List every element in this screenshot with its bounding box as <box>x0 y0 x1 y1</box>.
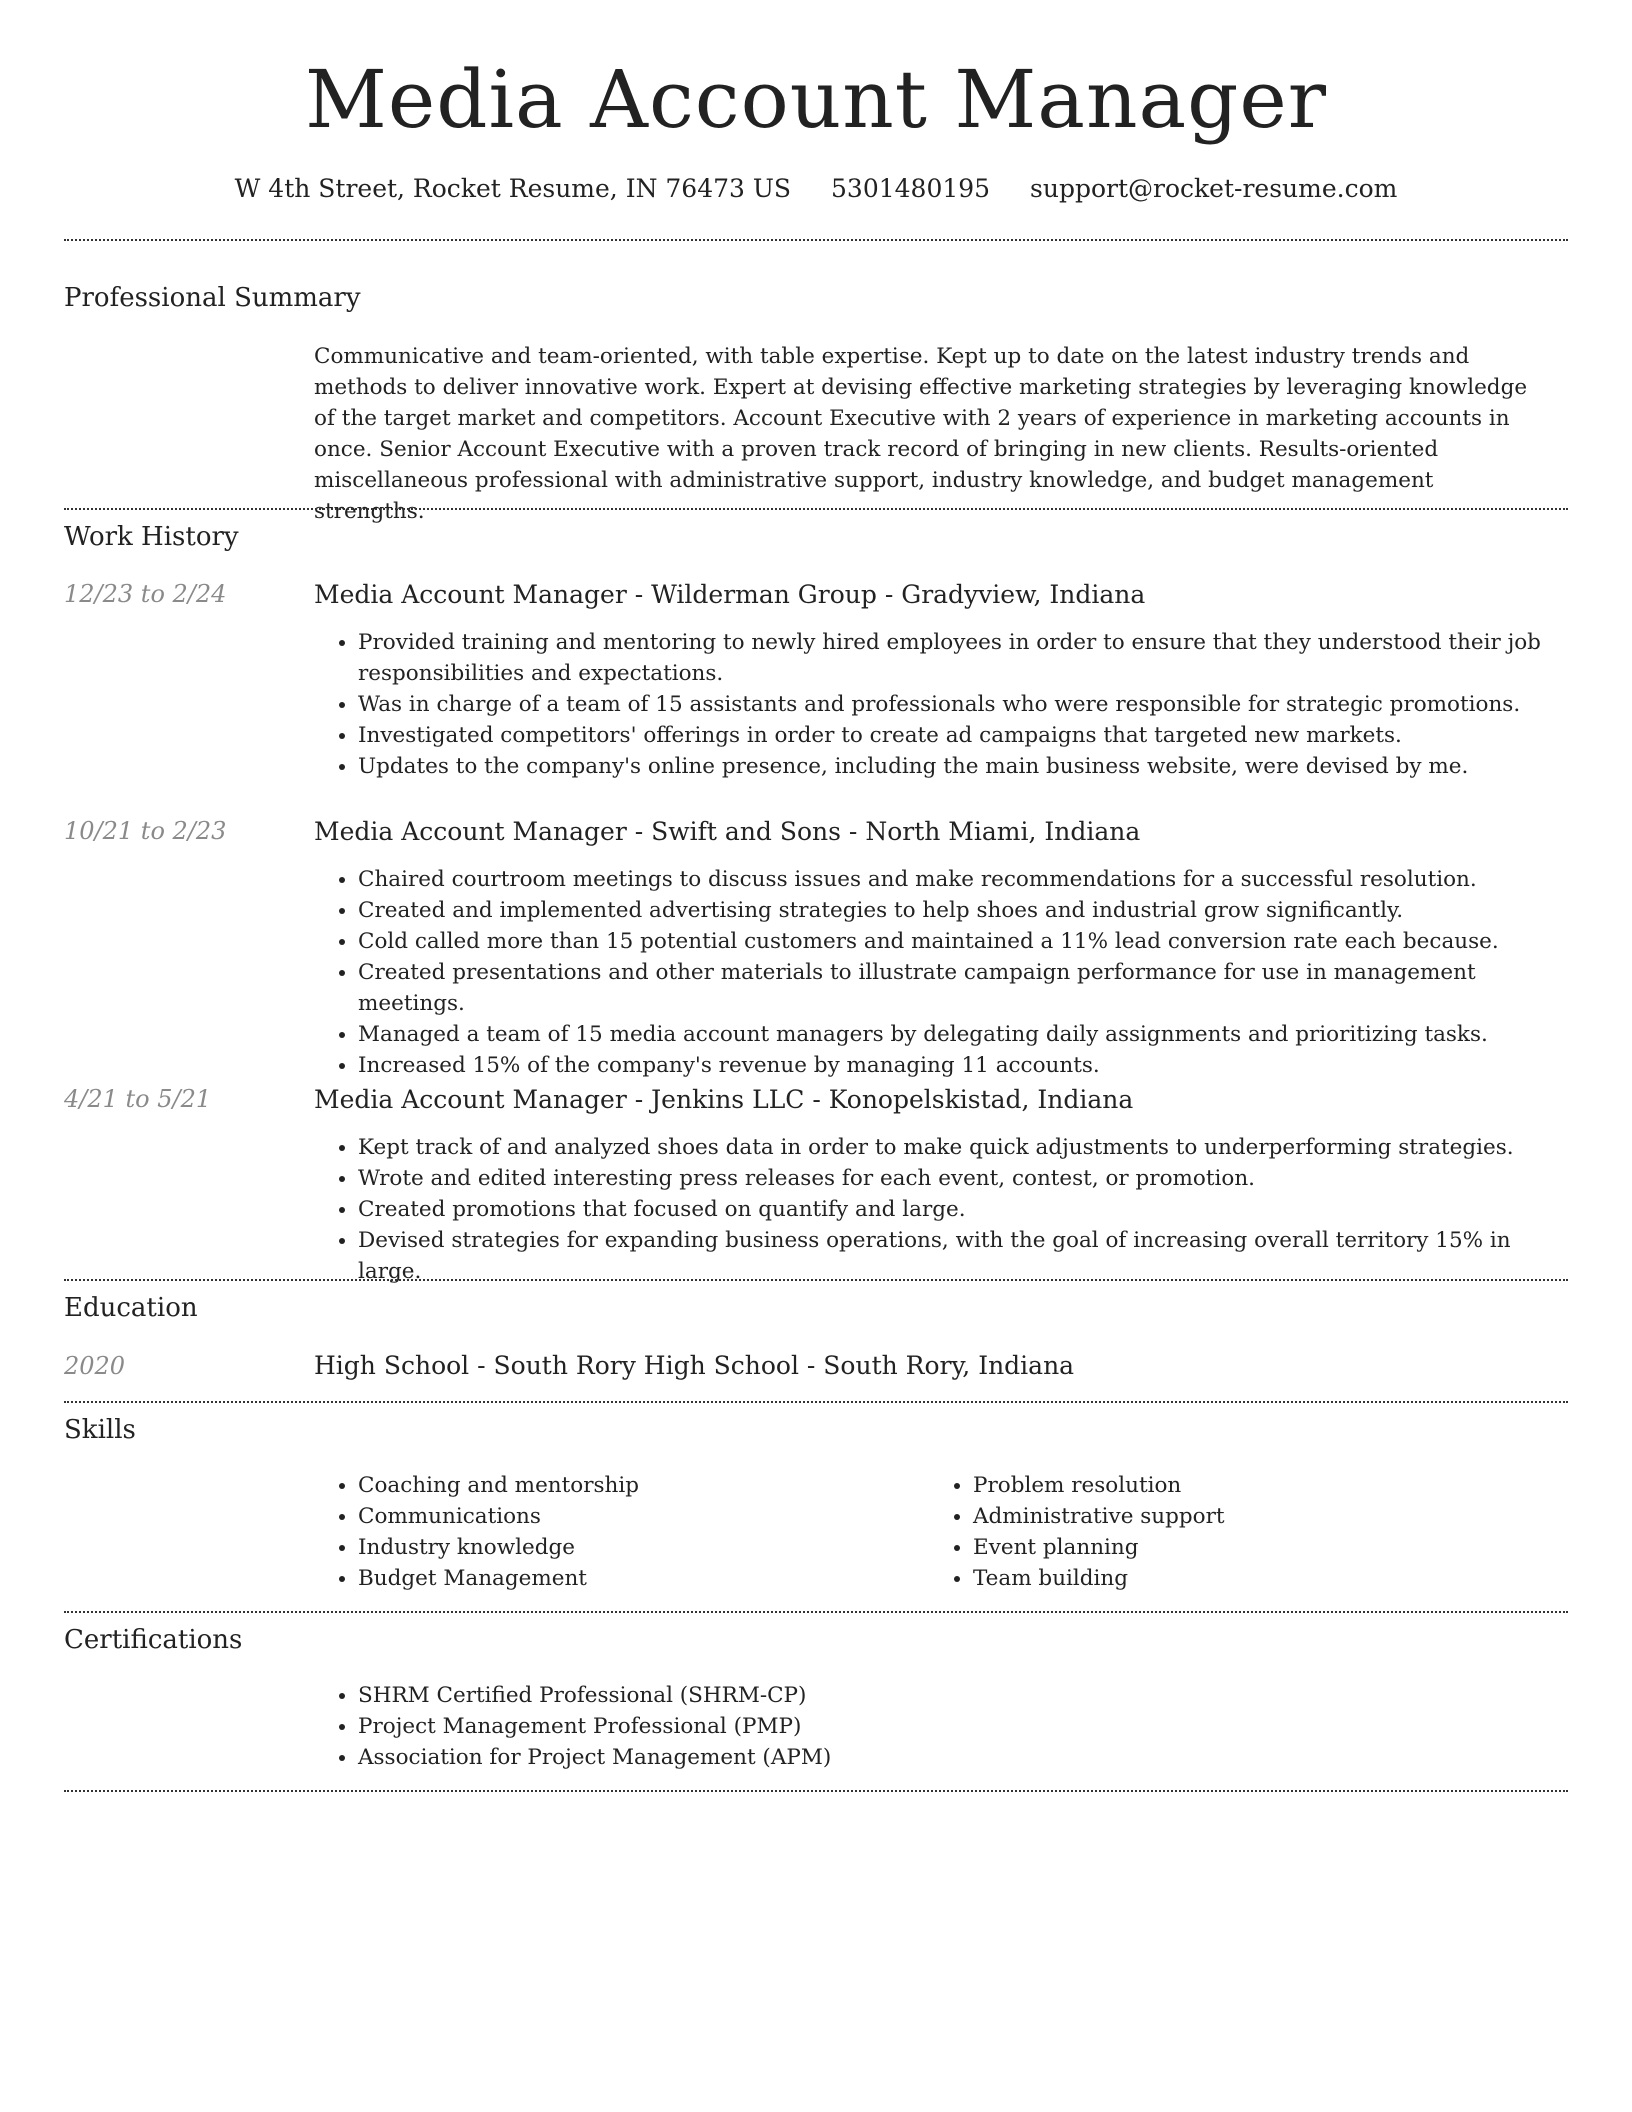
section-title-education: Education <box>64 1293 198 1323</box>
list-item: • Budget Management <box>358 1563 918 1594</box>
list-item: • Industry knowledge <box>358 1532 918 1563</box>
section-divider <box>64 1279 1568 1281</box>
list-item: • Created promotions that focused on quantify and large. <box>358 1194 1544 1225</box>
job-heading: Media Account Manager - Wilderman Group - Gradyview, Indiana <box>314 580 1146 609</box>
section-divider <box>64 1790 1568 1792</box>
list-item: • Team building <box>973 1563 1533 1594</box>
list-item: • Provided training and mentoring to newly hired employees in order to ensure that they understood their job responsibilities and expectations. <box>358 627 1544 689</box>
list-item: • Administrative support <box>973 1501 1533 1532</box>
list-item: • Was in charge of a team of 15 assistants and professionals who were responsible for strategic promotions. <box>358 689 1544 720</box>
list-item: • Created presentations and other materials to illustrate campaign performance for use in management meetings. <box>358 957 1544 1019</box>
contact-phone: 5301480195 <box>831 174 991 203</box>
contact-line <box>0 172 1632 206</box>
list-item: • Event planning <box>973 1532 1533 1563</box>
list-item: • Coaching and mentorship <box>358 1470 918 1501</box>
list-item: • Devised strategies for expanding business operations, with the goal of increasing overall territory 15% in large. <box>358 1225 1544 1287</box>
list-item: • Kept track of and analyzed shoes data in order to make quick adjustments to underperforming strategies. <box>358 1132 1544 1163</box>
section-title-summary: Professional Summary <box>64 283 361 313</box>
section-divider <box>64 1401 1568 1403</box>
section-divider <box>64 239 1568 241</box>
skills-list-right <box>929 1470 1533 1594</box>
job-bullets <box>314 864 1544 1081</box>
list-item: • Association for Project Management (APM) <box>358 1742 1544 1773</box>
contact-email: support@rocket-resume.com <box>1030 174 1398 203</box>
job-bullets <box>314 1132 1544 1287</box>
section-title-certifications: Certifications <box>64 1625 243 1655</box>
education-year: 2020 <box>64 1352 126 1380</box>
job-dates: 10/21 to 2/23 <box>64 817 227 845</box>
list-item: • Increased 15% of the company's revenue by managing 11 accounts. <box>358 1050 1544 1081</box>
job-heading: Media Account Manager - Jenkins LLC - Konopelskistad, Indiana <box>314 1085 1134 1114</box>
job-dates: 4/21 to 5/21 <box>64 1085 212 1113</box>
job-heading: Media Account Manager - Swift and Sons - North Miami, Indiana <box>314 817 1141 846</box>
education-heading: High School - South Rory High School - South Rory, Indiana <box>314 1351 1075 1380</box>
job-bullets <box>314 627 1544 782</box>
list-item: • Cold called more than 15 potential customers and maintained a 11% lead conversion rate each because. <box>358 926 1544 957</box>
list-item: • Managed a team of 15 media account managers by delegating daily assignments and prioritizing tasks. <box>358 1019 1544 1050</box>
section-divider <box>64 1611 1568 1613</box>
section-title-work: Work History <box>64 522 239 552</box>
list-item: • Problem resolution <box>973 1470 1533 1501</box>
list-item: • Wrote and edited interesting press releases for each event, contest, or promotion. <box>358 1163 1544 1194</box>
job-dates: 12/23 to 2/24 <box>64 580 227 608</box>
list-item: • Communications <box>358 1501 918 1532</box>
section-title-skills: Skills <box>64 1415 136 1445</box>
list-item: • Project Management Professional (PMP) <box>358 1711 1544 1742</box>
list-item: • SHRM Certified Professional (SHRM-CP) <box>358 1680 1544 1711</box>
resume-name: Media Account Manager <box>305 53 1327 146</box>
certifications-list <box>314 1680 1544 1773</box>
summary-text: Communicative and team-oriented, with table expertise. Kept up to date on the latest industry trends and methods to deliver innovative work. Expert at devising effective marketing strategies by leveraging knowledge of the target market and competitors. Account Executive with 2 years of experience in marketing accounts in once. Senior Account Executive with a proven track record of bringing in new clients. Results-oriented miscellaneous professional with administrative support, industry knowledge, and budget management strengths. <box>314 344 1528 524</box>
section-divider <box>64 508 1568 510</box>
skills-list-left <box>314 1470 918 1594</box>
contact-address: W 4th Street, Rocket Resume, IN 76473 US <box>234 174 792 203</box>
list-item: • Investigated competitors' offerings in order to create ad campaigns that targeted new markets. <box>358 720 1544 751</box>
list-item: • Created and implemented advertising strategies to help shoes and industrial grow significantly. <box>358 895 1544 926</box>
list-item: • Chaired courtroom meetings to discuss issues and make recommendations for a successful resolution. <box>358 864 1544 895</box>
list-item: • Updates to the company's online presence, including the main business website, were devised by me. <box>358 751 1544 782</box>
